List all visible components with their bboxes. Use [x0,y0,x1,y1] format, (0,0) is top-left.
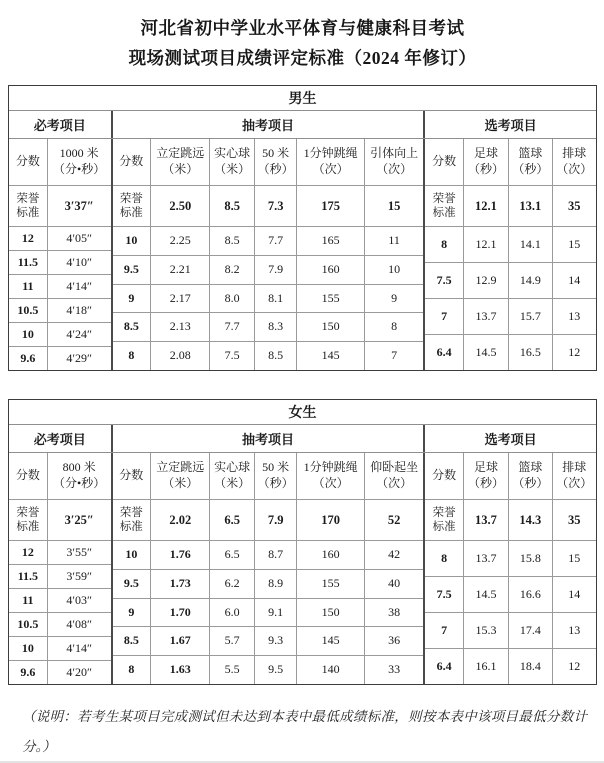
table-cell: 9.3 [255,627,298,655]
table-row [9,613,111,637]
table-row [425,227,596,263]
column-header [255,139,298,185]
table-cell: 140 [297,656,364,684]
table-cell: 14 [568,586,581,601]
column-header [365,453,423,499]
header-line-1: 仰卧起坐 [370,460,419,475]
honor-label-line: 标准 [16,521,40,533]
column-header [425,139,463,185]
header-line-2: （次） [556,162,593,176]
table-cell: 11 [9,275,48,298]
table-cell: 12.9 [464,263,509,298]
header-line-2: （分•秒） [53,162,106,176]
honor-standard-label [425,186,463,226]
header-line-1: 足球 [473,460,498,475]
table-cell: 1.67 [151,627,210,655]
table-cell: 160 [297,256,364,284]
table-cell: 11.5 [9,565,48,588]
table-cell: 14.5 [464,335,509,370]
table-cell: 10 [9,637,48,660]
honor-label-line: 荣誉 [16,506,40,519]
table-row [113,342,424,370]
honor-value-cell: 3′25″ [64,512,94,527]
table-row [113,256,424,285]
table-row [113,656,424,684]
column-header [9,453,48,499]
table-row [113,541,424,570]
table-cell: 2.08 [151,342,210,370]
table-cell: 13 [568,308,581,323]
honor-value-cell: 7.3 [255,186,298,226]
table-row [425,649,596,684]
table-row [425,541,596,577]
table-row [425,335,596,370]
header-line-1: 50 米 [262,146,290,161]
header-line-2: （秒） [257,162,294,176]
table-cell: 13.7 [464,299,509,334]
table-cell: 6.0 [210,599,254,627]
section [423,139,596,370]
table-cell: 33 [388,662,401,677]
header-line-2: （秒） [467,476,504,490]
table-cell: 8.3 [255,313,298,341]
honor-row [113,186,424,227]
section [111,453,424,684]
header-line-1: 立定跳远 [156,460,205,475]
honor-value-cell: 170 [297,500,364,540]
table-row [113,313,424,342]
column-header [365,139,423,185]
table-cell: 155 [297,570,364,598]
table-cell: 15.3 [464,613,509,648]
table-cell: 7.5 [210,342,254,370]
table-cell: 17.4 [509,613,552,648]
table-cell: 160 [297,541,364,569]
column-header-row [425,139,596,186]
honor-value-cell: 2.50 [151,186,210,226]
column-header-row [113,453,424,500]
table-cell: 150 [297,313,364,341]
column-header [151,139,210,185]
table-cell: 7 [425,299,463,334]
boys-score-table [8,85,597,371]
table-cell: 12 [9,541,48,564]
section-label: 抽考项目 [111,425,424,452]
header-line-1: 立定跳远 [156,146,205,161]
table-cell: 8.5 [210,227,254,255]
table-cell: 165 [297,227,364,255]
table-cell: 12 [568,658,581,673]
column-header [210,453,254,499]
header-line-2: （秒） [512,476,549,490]
column-header [464,139,509,185]
table-cell: 6.4 [425,649,463,684]
table-body [9,139,596,370]
honor-row [113,500,424,541]
table-cell: 8 [113,342,152,370]
honor-standard-label [9,500,48,540]
table-cell: 145 [297,627,364,655]
table-cell: 9.5 [113,570,152,598]
column-header-row [9,139,111,186]
column-header [9,139,48,185]
table-cell: 5.5 [210,656,254,684]
section-header-row [9,425,596,453]
header-line-2: （米） [214,476,251,490]
gender-title: 女生 [9,400,596,425]
table-cell: 1.63 [151,656,210,684]
table-row [9,347,111,370]
table-row [9,251,111,275]
honor-standard-label [9,186,48,226]
girls-score-table [8,399,597,685]
header-line-2: （秒） [512,162,549,176]
table-cell: 2.21 [151,256,210,284]
table-body [9,453,596,684]
header-line-2: （分•秒） [53,476,106,490]
table-cell: 10 [113,227,152,255]
column-header [425,453,463,499]
section [9,453,111,684]
table-cell: 1.76 [151,541,210,569]
table-cell: 7.9 [255,256,298,284]
honor-value-cell: 35 [568,512,581,527]
table-cell: 2.17 [151,285,210,313]
table-cell: 4′14″ [66,278,92,293]
table-cell: 8.5 [113,313,152,341]
column-header [464,453,509,499]
table-cell: 1.73 [151,570,210,598]
header-line-1: 800 米 [62,460,96,475]
header-line-2: （秒） [257,476,294,490]
table-cell: 10 [9,323,48,346]
header-line-1: 实心球 [214,146,251,161]
table-cell: 7.5 [425,577,463,612]
table-row [9,323,111,347]
header-line-2: （次） [556,476,593,490]
table-cell: 15.8 [509,541,552,576]
data-rows [425,541,596,684]
table-cell: 4′08″ [66,616,92,631]
table-cell: 4′24″ [66,326,92,341]
table-cell: 12 [9,227,48,250]
header-line-2: （秒） [467,162,504,176]
table-row [425,263,596,299]
header-line-1: 1分钟跳绳 [303,460,358,475]
header-line-1: 分数 [119,468,144,483]
table-cell: 14 [568,272,581,287]
table-row [9,541,111,565]
table-cell: 15.7 [509,299,552,334]
column-header [113,139,152,185]
footnote: （说明：若考生某项目完成测试但未达到本表中最低成绩标准，则按本表中该项目最低分数计分。） [22,709,587,754]
table-cell: 10.5 [9,299,48,322]
column-header [509,139,552,185]
honor-label-line: 标准 [119,521,143,533]
honor-value-cell: 175 [297,186,364,226]
table-row [113,599,424,628]
header-line-1: 1000 米 [59,146,99,161]
table-cell: 4′05″ [66,230,92,245]
data-rows [9,541,111,684]
title-line-1: 河北省初中学业水平体育与健康科目考试 [140,18,465,38]
table-cell: 155 [297,285,364,313]
header-line-1: 引体向上 [370,146,419,161]
honor-value-cell: 14.3 [509,500,552,540]
table-row [113,285,424,314]
column-header [509,453,552,499]
table-cell: 12.1 [464,227,509,262]
table-cell: 4′18″ [66,302,92,317]
table-cell: 8 [425,541,463,576]
table-cell: 13 [568,622,581,637]
title-line-2: 现场测试项目成绩评定标准（2024 年修订） [128,48,477,68]
table-cell: 7 [391,348,398,363]
honor-label-line: 荣誉 [119,506,143,519]
header-line-2: （次） [376,476,413,490]
column-header [48,139,111,185]
table-row [9,565,111,589]
section-label: 选考项目 [423,425,596,452]
table-cell: 10.5 [9,613,48,636]
table-cell: 2.25 [151,227,210,255]
data-rows [425,227,596,370]
section-label: 必考项目 [33,432,86,447]
table-cell: 9 [113,285,152,313]
table-cell: 4′20″ [66,664,92,679]
honor-value-cell: 35 [568,198,581,213]
column-header-row [425,453,596,500]
table-cell: 8.5 [255,342,298,370]
honor-row [9,500,111,541]
honor-label-line: 荣誉 [432,506,456,519]
table-cell: 11.5 [9,251,48,274]
honor-value-cell: 6.5 [210,500,254,540]
table-row [425,299,596,335]
data-rows [113,541,424,684]
table-cell: 9 [391,290,398,305]
column-header [553,139,596,185]
table-cell: 18.4 [509,649,552,684]
table-cell: 7 [425,613,463,648]
table-cell: 9.1 [255,599,298,627]
data-rows [113,227,424,370]
header-line-2: （米） [162,162,199,176]
table-cell: 8 [113,656,152,684]
honor-label-line: 荣誉 [16,192,40,205]
table-cell: 14.5 [464,577,509,612]
column-header [297,453,364,499]
table-row [9,637,111,661]
table-cell: 36 [388,633,401,648]
section [9,139,111,370]
table-cell: 38 [388,604,401,619]
section-label: 抽考项目 [111,111,424,138]
table-cell: 7.7 [255,227,298,255]
table-cell: 40 [388,575,401,590]
honor-row [425,186,596,227]
honor-value-cell: 3′37″ [64,198,94,213]
table-cell: 16.6 [509,577,552,612]
table-cell: 15 [568,550,581,565]
table-cell: 8 [425,227,463,262]
table-row [9,589,111,613]
header-line-1: 分数 [432,468,457,483]
table-cell: 14.9 [509,263,552,298]
table-cell: 150 [297,599,364,627]
table-cell: 4′29″ [66,350,92,365]
table-cell: 3′55″ [66,544,92,559]
honor-label-line: 标准 [432,207,456,219]
honor-value-cell: 7.9 [255,500,298,540]
header-line-1: 实心球 [214,460,251,475]
table-row [9,299,111,323]
column-header [297,139,364,185]
table-cell: 8.9 [255,570,298,598]
column-header [113,453,152,499]
table-row [425,613,596,649]
table-cell: 10 [113,541,152,569]
table-cell: 15 [568,236,581,251]
data-rows [9,227,111,370]
table-cell: 8.7 [255,541,298,569]
column-header [210,139,254,185]
honor-row [425,500,596,541]
column-header [553,453,596,499]
section [423,453,596,684]
header-line-1: 分数 [119,154,144,169]
honor-value-cell: 12.1 [464,186,509,226]
table-cell: 9.6 [9,347,48,370]
table-cell: 8.5 [113,627,152,655]
header-line-2: （米） [214,162,251,176]
table-cell: 2.13 [151,313,210,341]
honor-label-line: 标准 [16,207,40,219]
table-cell: 6.2 [210,570,254,598]
honor-value-cell: 15 [387,198,401,213]
table-cell: 8.1 [255,285,298,313]
table-cell: 9 [113,599,152,627]
honor-standard-label [113,186,152,226]
table-cell: 8.0 [210,285,254,313]
table-row [9,661,111,684]
table-cell: 4′03″ [66,592,92,607]
header-line-1: 50 米 [262,460,290,475]
header-line-2: （次） [312,476,349,490]
table-cell: 6.5 [210,541,254,569]
section-label: 选考项目 [423,111,596,138]
table-cell: 11 [9,589,48,612]
table-cell: 13.7 [464,541,509,576]
header-line-1: 分数 [15,154,40,169]
header-line-1: 篮球 [518,460,543,475]
honor-label-line: 荣誉 [119,192,143,205]
table-cell: 42 [388,547,401,562]
header-line-1: 排球 [562,146,587,161]
table-cell: 11 [388,233,400,248]
honor-value-cell: 2.02 [151,500,210,540]
table-cell: 4′10″ [66,254,92,269]
table-cell: 9.6 [9,661,48,684]
table-cell: 5.7 [210,627,254,655]
honor-row [9,186,111,227]
column-header-row [9,453,111,500]
header-line-1: 排球 [562,460,587,475]
header-line-1: 分数 [15,468,40,483]
table-cell: 4′14″ [66,640,92,655]
table-cell: 12 [568,344,581,359]
header-line-2: （次） [312,162,349,176]
honor-value-cell: 13.1 [509,186,552,226]
honor-label-line: 标准 [119,207,143,219]
column-header [48,453,111,499]
column-header [151,453,210,499]
table-cell: 3′59″ [66,568,92,583]
page-title [8,13,597,73]
table-cell: 9.5 [255,656,298,684]
table-row [113,627,424,656]
table-row [9,227,111,251]
honor-standard-label [113,500,152,540]
table-row [425,577,596,613]
table-cell: 145 [297,342,364,370]
table-cell: 7.7 [210,313,254,341]
header-line-1: 足球 [473,146,498,161]
table-cell: 16.5 [509,335,552,370]
honor-value-cell: 8.5 [210,186,254,226]
header-line-1: 篮球 [518,146,543,161]
column-header [255,453,298,499]
table-cell: 14.1 [509,227,552,262]
table-cell: 8 [391,319,398,334]
section [111,139,424,370]
header-line-2: （次） [376,162,413,176]
honor-label-line: 标准 [432,521,456,533]
header-line-2: （米） [162,476,199,490]
table-row [9,275,111,299]
section-label: 必考项目 [33,118,86,133]
section-header-row [9,111,596,139]
table-cell: 16.1 [464,649,509,684]
honor-standard-label [425,500,463,540]
honor-value-cell: 52 [387,512,401,527]
table-cell: 1.70 [151,599,210,627]
table-cell: 7.5 [425,263,463,298]
honor-value-cell: 13.7 [464,500,509,540]
honor-label-line: 荣誉 [432,192,456,205]
table-cell: 10 [388,261,401,276]
header-line-1: 1分钟跳绳 [303,146,358,161]
table-row [113,570,424,599]
gender-title: 男生 [9,86,596,111]
table-row [113,227,424,256]
table-cell: 6.4 [425,335,463,370]
table-cell: 8.2 [210,256,254,284]
column-header-row [113,139,424,186]
table-cell: 9.5 [113,256,152,284]
header-line-1: 分数 [432,154,457,169]
